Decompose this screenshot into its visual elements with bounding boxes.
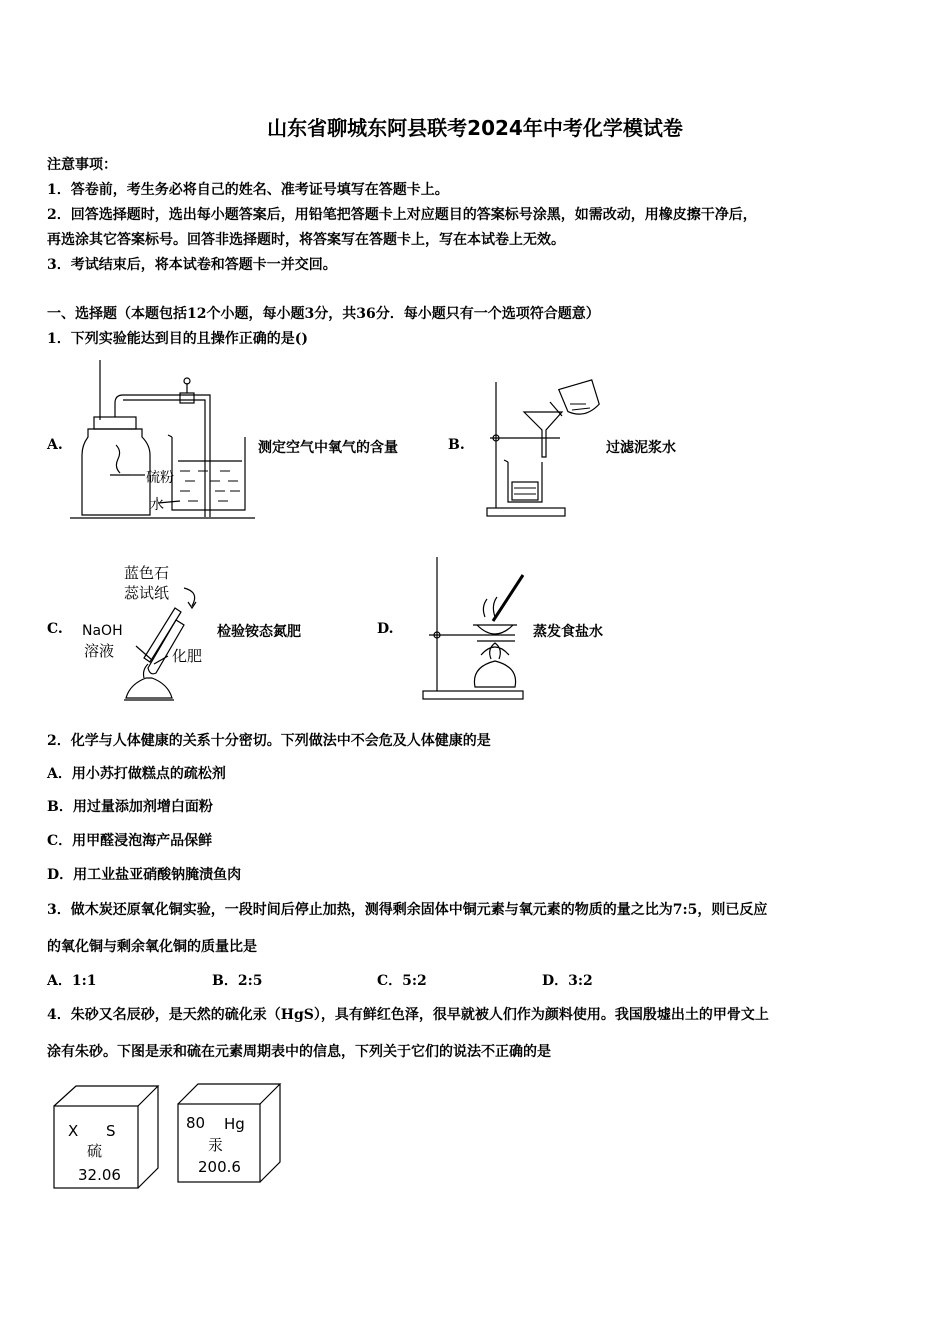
mercury-number: 80 xyxy=(186,1114,206,1132)
q3-option-b: B．2:5 xyxy=(212,973,263,989)
sulfur-number: X xyxy=(68,1122,79,1140)
q1-d-evaporation-figure xyxy=(415,555,535,703)
label-fertilizer: 化肥 xyxy=(172,647,203,665)
mercury-symbol: Hg xyxy=(224,1115,245,1133)
q1-option-d-letter: D. xyxy=(377,621,394,637)
q1-option-c-letter: C. xyxy=(47,621,63,637)
label-water: 水 xyxy=(150,497,164,513)
q4-stem-line1: 4．朱砂又名辰砂，是天然的硫化汞（HgS），具有鲜红色泽，很早就被人们作为颜料使用。我国殷墟出土的甲骨文上 xyxy=(47,1007,769,1023)
label-naoh: NaOH xyxy=(82,623,123,639)
q1-option-a-caption: 测定空气中氧气的含量 xyxy=(258,440,398,456)
notice-item: 再选涂其它答案标号。回答非选择题时，将答案写在答题卡上，写在本试卷上无效。 xyxy=(47,232,565,248)
q1-c-ammonium-test-figure xyxy=(80,560,215,710)
label-sulfur: 硫粉 xyxy=(146,470,174,486)
mercury-name: 汞 xyxy=(208,1136,224,1154)
notice-item: 1．答卷前，考生务必将自己的姓名、准考证号填写在答题卡上。 xyxy=(47,182,449,198)
q3-option-a: A．1:1 xyxy=(47,973,97,989)
section-heading: 一、选择题（本题包括12个小题，每小题3分，共36分．每小题只有一个选项符合题意） xyxy=(47,306,600,322)
q1-option-b-caption: 过滤泥浆水 xyxy=(606,440,676,456)
page-title: 山东省聊城东阿县联考2024年中考化学模试卷 xyxy=(267,116,683,140)
q3-stem-line1: 3．做木炭还原氧化铜实验，一段时间后停止加热，测得剩余固体中铜元素与氧元素的物质的量之比为7:5，则已反应 xyxy=(47,902,768,918)
q2-option-b: B．用过量添加剂增白面粉 xyxy=(47,799,213,815)
sulfur-name: 硫 xyxy=(87,1142,103,1160)
q2-stem: 2．化学与人体健康的关系十分密切。下列做法中不会危及人体健康的是 xyxy=(47,733,491,749)
q2-option-d: D．用工业盐亚硝酸钠腌渍鱼肉 xyxy=(47,867,242,883)
element-cards-figure xyxy=(50,1080,290,1192)
q1-a-apparatus-figure xyxy=(70,355,255,525)
label-solution: 溶液 xyxy=(84,642,115,660)
q4-stem-line2: 涂有朱砂。下图是汞和硫在元素周期表中的信息，下列关于它们的说法不正确的是 xyxy=(47,1044,551,1060)
q3-option-c: C．5:2 xyxy=(377,973,427,989)
mercury-mass: 200.6 xyxy=(198,1158,241,1176)
q3-stem-line2: 的氧化铜与剩余氧化铜的质量比是 xyxy=(47,939,257,955)
sulfur-mass: 32.06 xyxy=(78,1166,121,1184)
q1-option-a-letter: A. xyxy=(47,437,63,453)
q1-option-c-caption: 检验铵态氮肥 xyxy=(217,624,301,640)
q2-option-c: C．用甲醛浸泡海产品保鲜 xyxy=(47,833,213,849)
q1-option-d-caption: 蒸发食盐水 xyxy=(533,624,603,640)
notice-heading: 注意事项： xyxy=(47,157,117,173)
label-litmus-1: 蓝色石 xyxy=(124,564,170,582)
q3-option-d: D．3:2 xyxy=(542,973,593,989)
sulfur-symbol: S xyxy=(106,1122,116,1140)
q2-option-a: A．用小苏打做糕点的疏松剂 xyxy=(47,766,226,782)
q1-option-b-letter: B. xyxy=(448,437,465,453)
q1-b-filtration-figure xyxy=(482,372,607,520)
q1-stem: 1．下列实验能达到目的且操作正确的是() xyxy=(47,331,308,347)
notice-item: 3．考试结束后，将本试卷和答题卡一并交回。 xyxy=(47,257,337,273)
label-litmus-2: 蕊试纸 xyxy=(124,584,170,602)
notice-item: 2．回答选择题时，选出每小题答案后，用铅笔把答题卡上对应题目的答案标号涂黑，如需改动，用橡皮擦干净后， xyxy=(47,207,757,223)
